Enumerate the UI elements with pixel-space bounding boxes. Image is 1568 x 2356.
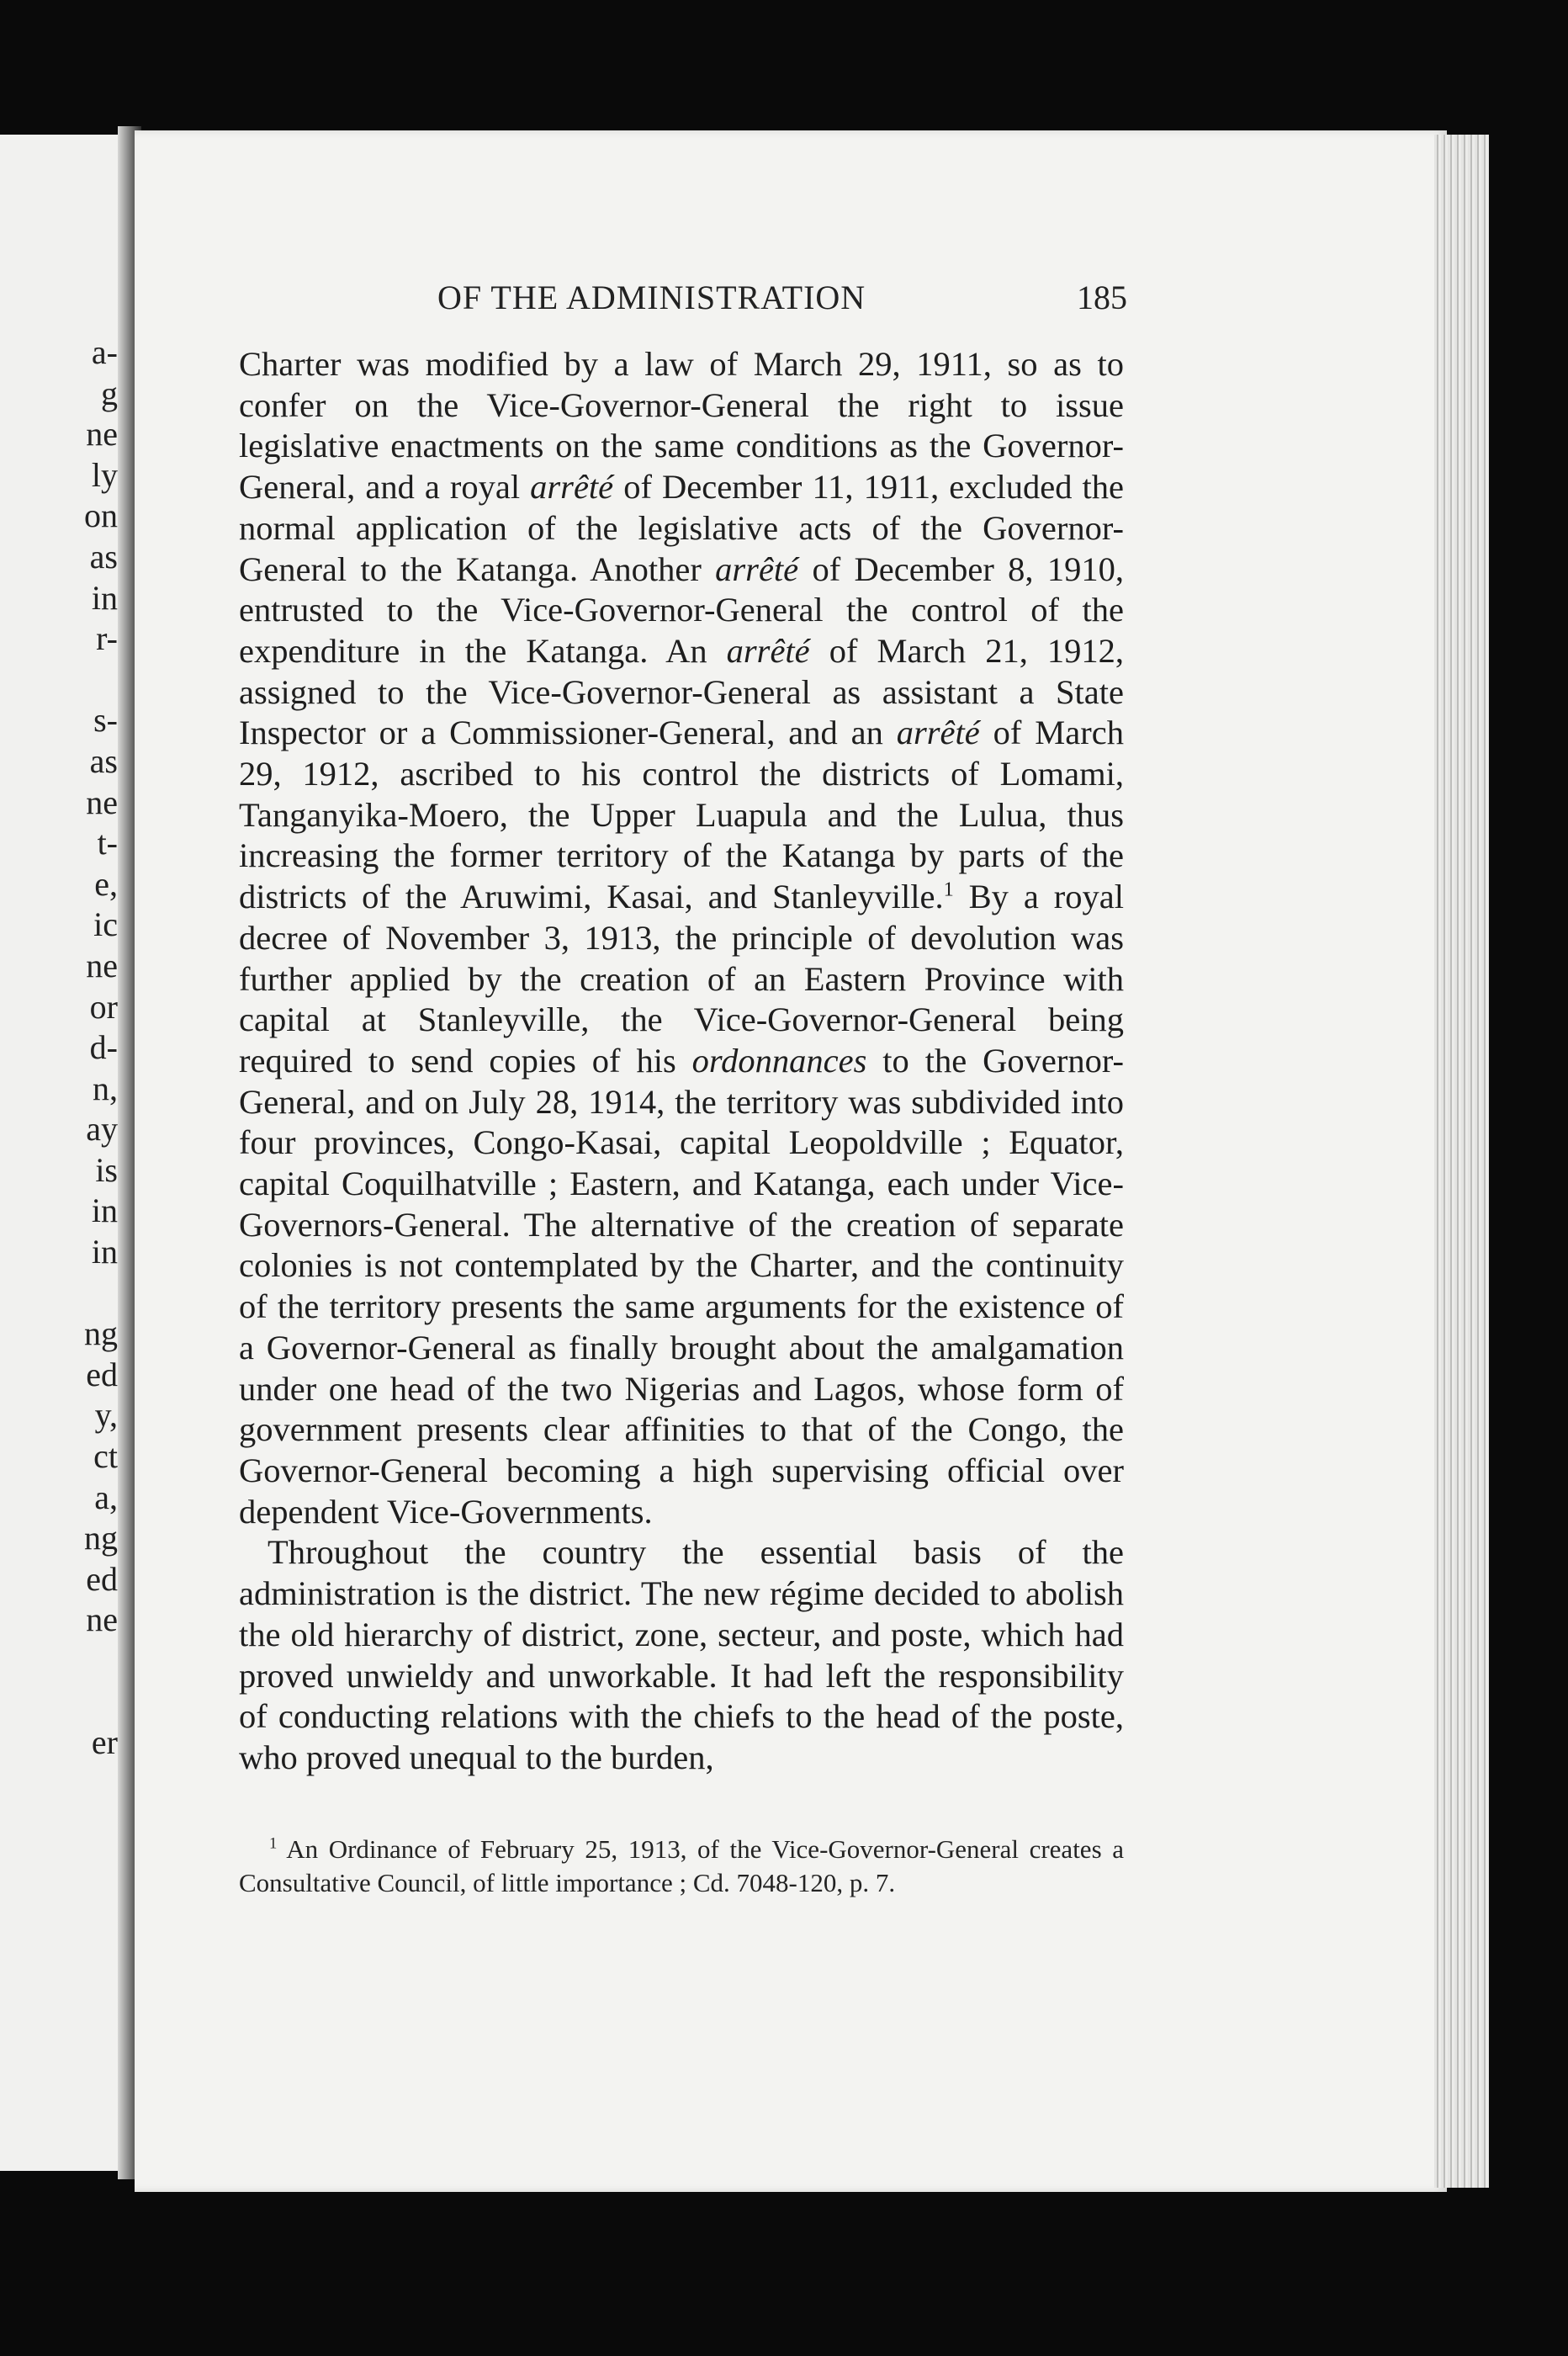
facing-page-fragment: ne xyxy=(86,1600,118,1639)
facing-page-text-fragments xyxy=(0,332,118,1764)
facing-page-fragment: in xyxy=(91,1233,118,1271)
paragraph-1 xyxy=(239,344,1124,1532)
facing-page-fragment: ay xyxy=(86,1110,118,1149)
page-header xyxy=(437,278,1127,320)
background-edge xyxy=(1489,118,1568,2221)
facing-page-fragment: g xyxy=(101,374,118,412)
facing-page-fragment: y, xyxy=(94,1396,118,1435)
facing-page-fragment: or xyxy=(89,987,118,1026)
paragraph-2: Throughout the country the essential basis of the administration is the district. The new régime decided to abolish the old hierarchy of district, zone, secteur, and poste, which had proved unwieldy and unworkable. It had left the responsibility of conducting relations with the chiefs to the head of the poste, who proved unequal to the burden, xyxy=(239,1533,1124,1776)
facing-page-fragment: e, xyxy=(94,864,118,903)
italic-term: ordonnances xyxy=(691,1041,867,1080)
footnote-mark: 1 xyxy=(269,1834,278,1853)
facing-page-fragment: t- xyxy=(97,824,118,862)
facing-page-fragment: in xyxy=(91,578,118,617)
facing-page-fragment: r- xyxy=(96,619,118,658)
page-edges xyxy=(1434,135,1493,2188)
italic-term: arrêté xyxy=(715,549,799,588)
facing-page-fragment: ne xyxy=(86,946,118,984)
facing-page-fragment: n, xyxy=(93,1069,118,1107)
facing-page-fragment xyxy=(0,1641,118,1682)
facing-page-fragment xyxy=(0,660,118,701)
facing-page-fragment: as xyxy=(89,741,118,780)
facing-page-fragment: d- xyxy=(89,1028,118,1067)
running-head: OF THE ADMINISTRATION xyxy=(437,279,866,316)
facing-page-fragment xyxy=(0,1682,118,1723)
facing-page-fragment: s- xyxy=(93,701,118,740)
facing-page-fragment xyxy=(0,1273,118,1314)
page-number: 185 xyxy=(1077,279,1127,316)
text-run: to the Governor-General, and on July 28, 1914, the territory was subdivided into four provinces, Congo-Kasai, capital Leopoldville ; Equator, capital Coquilhatville ; Eastern, and Katanga, each under Vice-Governors-General. The alternative of the creation of separate colonies is not contemplated by the Charter, and the continuity of the territory presents the same arguments for the existence of a Governor-General as finally brought about the amalgamation under one head of the two Nigerias and Lagos, whose form of government presents clear affinities to that of the Congo, the Governor-General becoming a high supervising official over dependent Vice-Governments. xyxy=(239,1041,1124,1531)
facing-page-fragment: ic xyxy=(93,905,118,944)
facing-page-fragment: ct xyxy=(93,1437,118,1476)
facing-page-fragment: on xyxy=(84,496,118,535)
facing-page-fragment: a, xyxy=(94,1478,118,1516)
footnotes xyxy=(239,1833,1124,1900)
italic-term: arrêté xyxy=(530,468,614,507)
text-run: of December 8, 1910, entrusted to the Vice-Governor-General the control of the expenditure in the Katanga. An xyxy=(239,549,1124,670)
facing-page-fragment: ne xyxy=(86,415,118,454)
facing-page-fragment: as xyxy=(89,537,118,576)
footnote-text: An Ordinance of February 25, 1913, of the Vice-Governor-General creates a Consultative Council, of little importance ; Cd. 7048-120, p. 7. xyxy=(239,1834,1124,1897)
text-run: of March 29, 1912, ascribed to his control the districts of Lomami, Tanganyika-Moero, the Upper Luapula and the Lulua, thus increasing the former territory of the Katanga by parts of the districts of the Aruwimi, Kasai, and Stanleyville. xyxy=(239,714,1124,916)
footnote-1 xyxy=(239,1833,1124,1900)
facing-page-fragment: ng xyxy=(84,1519,118,1557)
facing-page-fragment: a- xyxy=(91,333,118,371)
facing-page-fragment: ne xyxy=(86,783,118,821)
text-run: of December 11, 1911, excluded the normal application of the legislative acts of the Governor-General to the Katanga. Another xyxy=(239,468,1124,588)
facing-page-fragment: is xyxy=(95,1150,118,1189)
text-run: Charter was modified by a law of March 29, 1911, so as to confer on the Vice-Governor-General the right to issue legislative enactments on the same conditions as the Governor-General, and a royal xyxy=(239,345,1124,507)
text-run: of March 21, 1912, assigned to the Vice-Governor-General as assistant a State Inspector or a Commissioner-General, and an xyxy=(239,631,1125,752)
italic-term: arrêté xyxy=(726,631,810,670)
facing-page-fragment: in xyxy=(91,1191,118,1230)
italic-term: arrêté xyxy=(896,714,980,752)
footnote-reference: 1 xyxy=(943,878,954,901)
facing-page xyxy=(0,135,126,2171)
body-text xyxy=(239,344,1124,1779)
facing-page-fragment: ly xyxy=(91,455,118,494)
text-run: By a royal decree of November 3, 1913, the principle of devolution was further applied by the creation of an Eastern Province with capital at Stanleyville, the Vice-Governor-General being required to send copies of his xyxy=(239,878,1124,1080)
facing-page-fragment: ed xyxy=(86,1355,118,1393)
facing-page-fragment: ng xyxy=(84,1314,118,1353)
facing-page-fragment: ed xyxy=(86,1559,118,1598)
facing-page-fragment: er xyxy=(91,1723,118,1762)
